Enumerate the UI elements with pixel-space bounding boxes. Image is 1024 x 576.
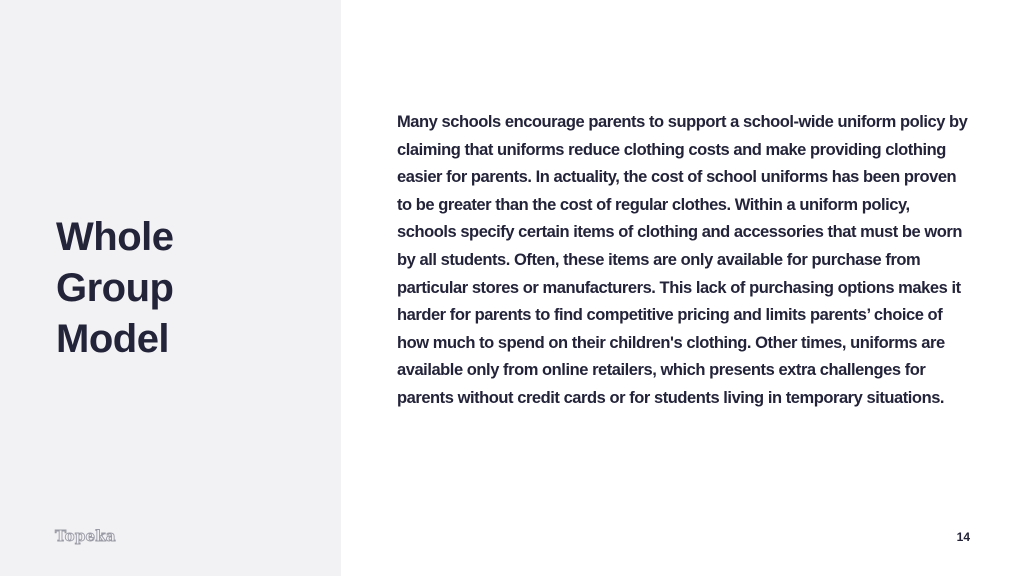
slide-title-line-2: Group — [56, 266, 174, 310]
slide-title-line-3: Model — [56, 317, 170, 361]
brand-logo: Topeka — [55, 527, 116, 545]
page-number: 14 — [956, 530, 970, 544]
slide-title — [56, 212, 316, 365]
slide-title-line-1: Whole — [56, 215, 174, 259]
body-paragraph: Many schools encourage parents to support a school-wide uniform policy by claiming that uniforms reduce clothing costs and make providing clothing easier for parents. In actuality, the cost of school uniforms has been proven to be greater than the cost of regular clothes. Within a uniform policy, schools specify certain items of clothing and accessories that must be worn by all students. Often, these items are only available for purchase from particular stores or manufacturers. This lack of purchasing options makes it harder for parents to find competitive pricing and limits parents’ choice of how much to spend on their children's clothing. Other times, uniforms are available only from online retailers, which presents extra challenges for parents without credit cards or for students living in temporary situations. — [397, 113, 968, 407]
